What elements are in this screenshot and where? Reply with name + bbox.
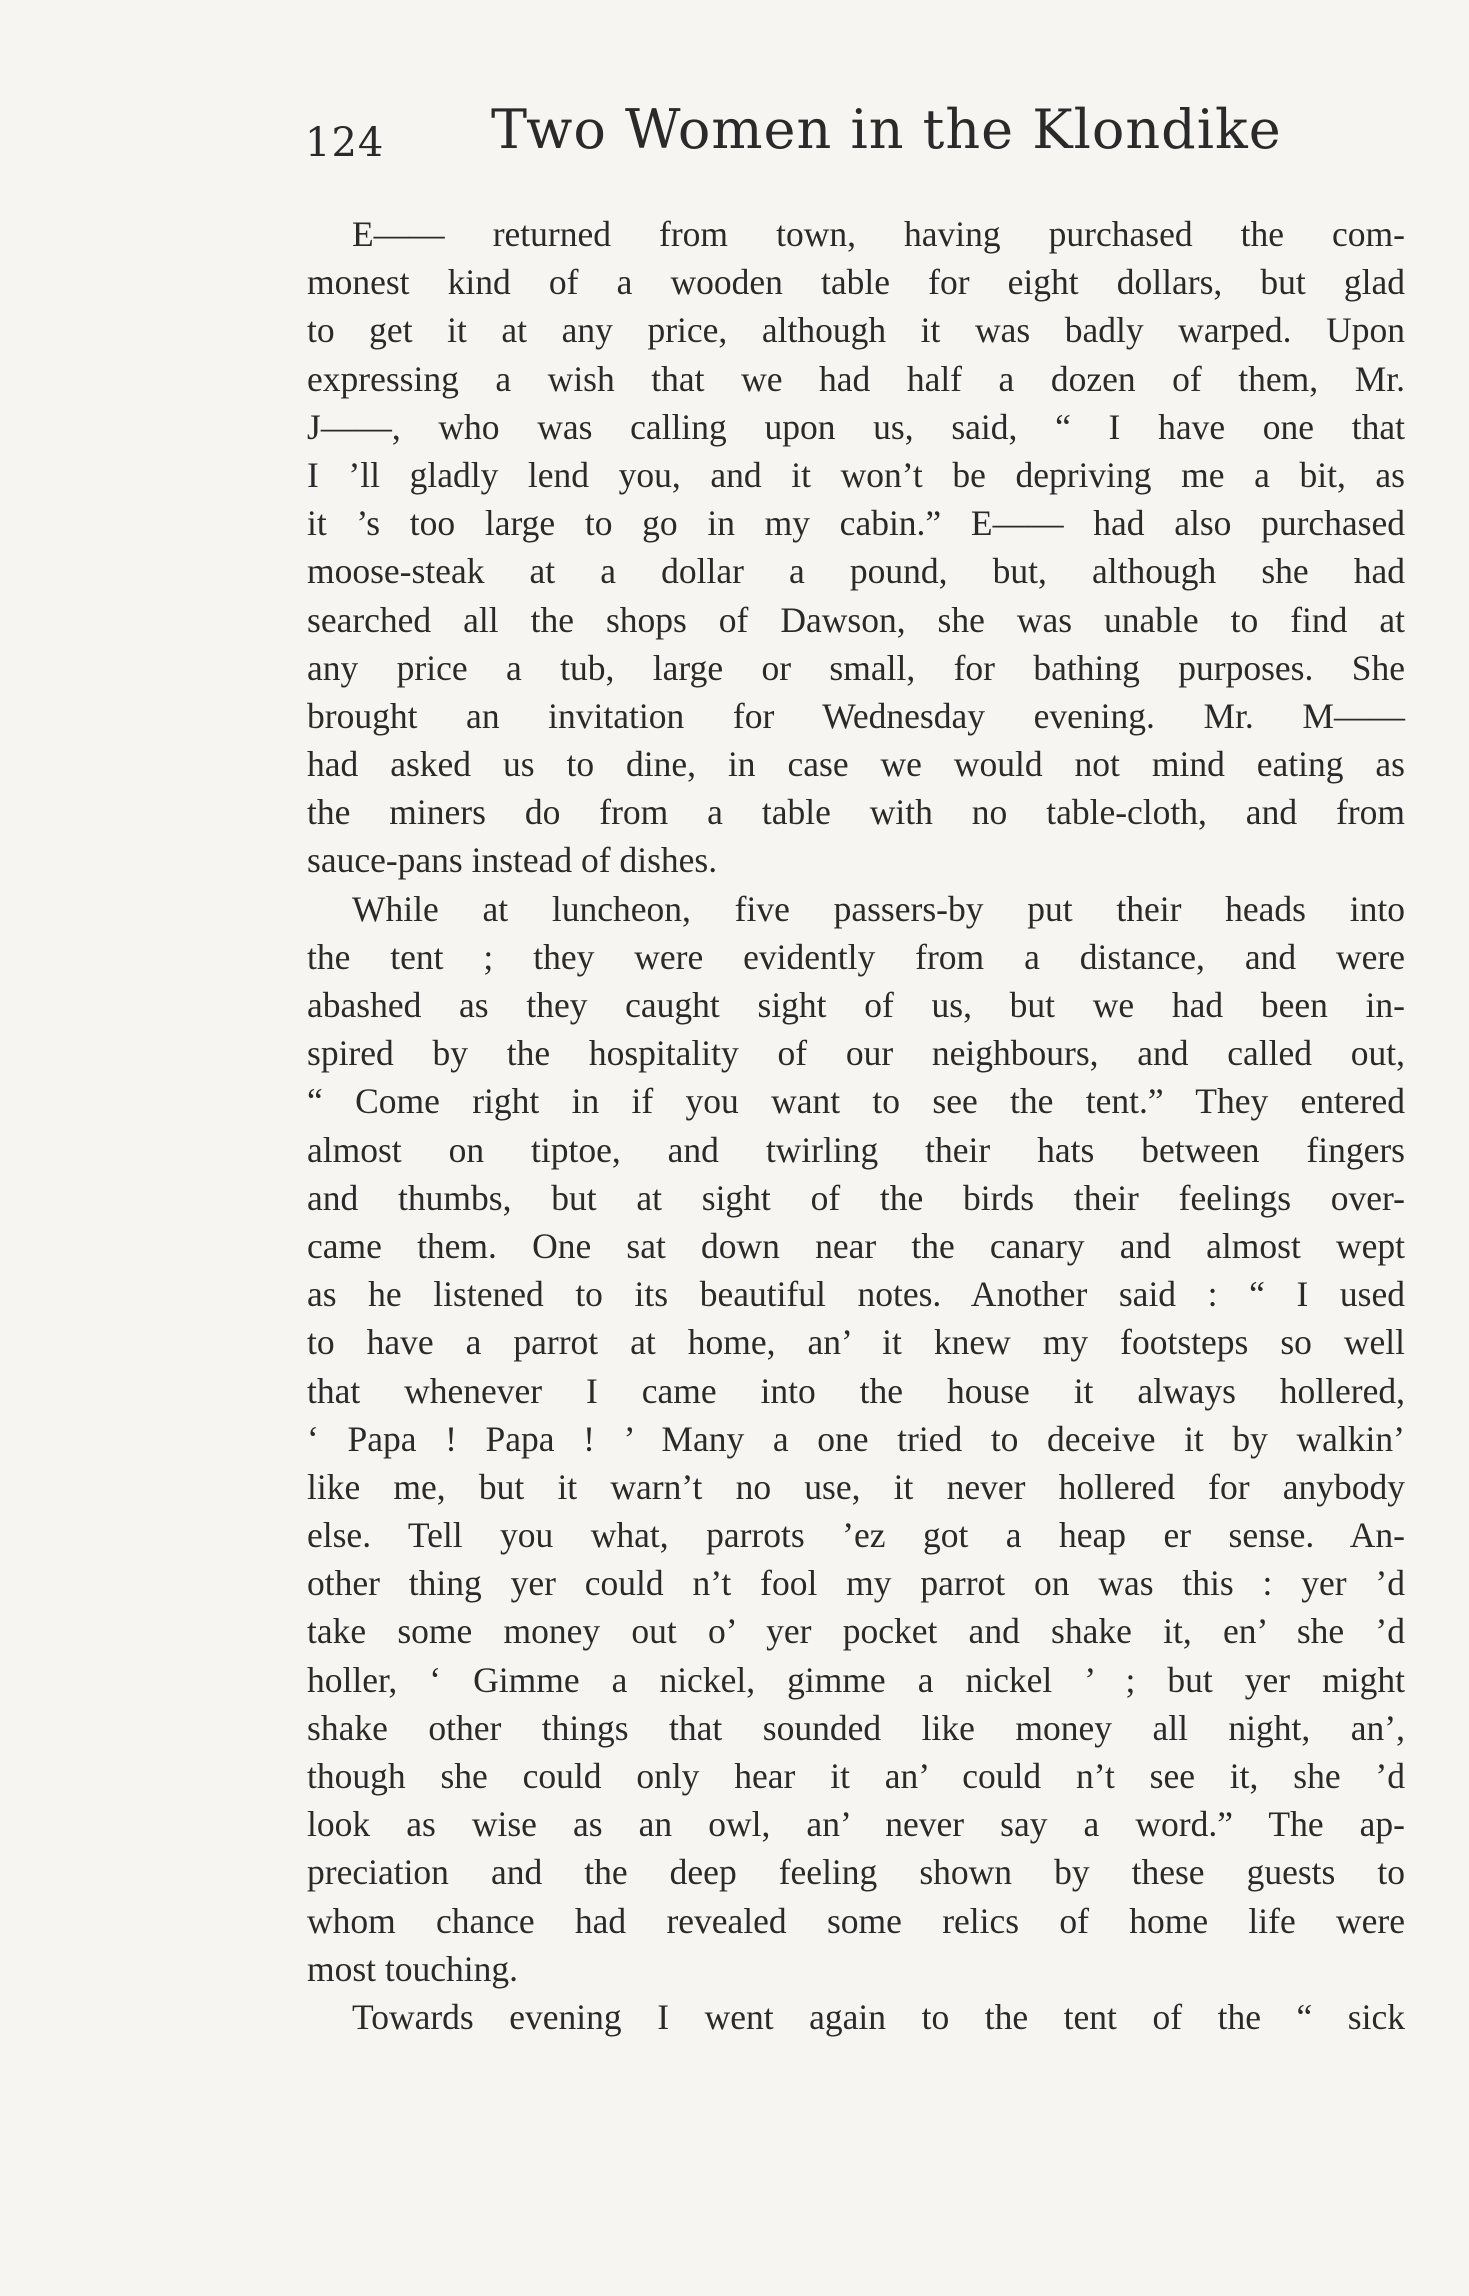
page-number: 124 — [305, 120, 385, 166]
text-line: J——, who was calling upon us, said, “ I have one that — [307, 406, 1405, 447]
text-line: as he listened to its beautiful notes. Another said : “ I used — [307, 1274, 1405, 1315]
text-line: sauce-pans instead of dishes. — [307, 840, 718, 881]
text-line: else. Tell you what, parrots ’ez got a heap er sense. An- — [307, 1515, 1405, 1556]
text-line: to have a parrot at home, an’ it knew my footsteps so well — [307, 1322, 1405, 1363]
text-line: spired by the hospitality of our neighbours, and called out, — [307, 1033, 1405, 1074]
text-line: Towards evening I went again to the tent of the “ sick — [352, 1996, 1405, 2037]
text-line: most touching. — [307, 1948, 519, 1989]
text-line: the tent ; they were evidently from a distance, and were — [307, 936, 1405, 977]
text-line: expressing a wish that we had half a dozen of them, Mr. — [307, 358, 1405, 399]
text-line: any price a tub, large or small, for bathing purposes. She — [307, 647, 1405, 688]
text-line: that whenever I came into the house it always hollered, — [307, 1370, 1405, 1411]
text-line: take some money out o’ yer pocket and shake it, en’ she ’d — [307, 1611, 1405, 1652]
text-line: it ’s too large to go in my cabin.” E—— had also purchased — [307, 503, 1405, 544]
text-line: to get it at any price, although it was badly warped. Upon — [307, 310, 1405, 351]
text-line: the miners do from a table with no table-cloth, and from — [307, 792, 1405, 833]
text-line: whom chance had revealed some relics of home life were — [307, 1900, 1405, 1941]
text-line: I ’ll gladly lend you, and it won’t be depriving me a bit, as — [307, 454, 1405, 495]
text-line: ‘ Papa ! Papa ! ’ Many a one tried to deceive it by walkin’ — [307, 1418, 1405, 1459]
text-line: moose-steak at a dollar a pound, but, although she had — [307, 551, 1405, 592]
text-line: monest kind of a wooden table for eight dollars, but glad — [307, 262, 1405, 303]
text-line: While at luncheon, five passers-by put their heads into — [352, 888, 1405, 929]
text-line: searched all the shops of Dawson, she was unable to find at — [307, 599, 1405, 640]
body-text — [307, 210, 1405, 2041]
text-line: E—— returned from town, having purchased the com- — [352, 214, 1405, 254]
running-title: Two Women in the Klondike — [491, 98, 1282, 161]
text-line: and thumbs, but at sight of the birds their feelings over- — [307, 1177, 1405, 1218]
text-line: came them. One sat down near the canary and almost wept — [307, 1225, 1405, 1266]
page-header — [305, 98, 1282, 178]
text-line: “ Come right in if you want to see the tent.” They entered — [307, 1081, 1405, 1122]
text-line: look as wise as an owl, an’ never say a word.” The ap- — [307, 1804, 1405, 1845]
text-line: had asked us to dine, in case we would not mind eating as — [307, 744, 1405, 785]
text-line: other thing yer could n’t fool my parrot on was this : yer ’d — [307, 1563, 1405, 1604]
text-line: like me, but it warn’t no use, it never hollered for anybody — [307, 1466, 1405, 1507]
text-line: shake other things that sounded like money all night, an’, — [307, 1707, 1405, 1748]
text-line: holler, ‘ Gimme a nickel, gimme a nickel ’ ; but yer might — [307, 1659, 1405, 1700]
text-line: abashed as they caught sight of us, but we had been in- — [307, 985, 1405, 1025]
text-line: though she could only hear it an’ could n’t see it, she ’d — [307, 1756, 1405, 1796]
text-line: preciation and the deep feeling shown by these guests to — [307, 1852, 1405, 1893]
text-line: almost on tiptoe, and twirling their hats between fingers — [307, 1129, 1405, 1170]
text-line: brought an invitation for Wednesday evening. Mr. M—— — [307, 695, 1405, 736]
